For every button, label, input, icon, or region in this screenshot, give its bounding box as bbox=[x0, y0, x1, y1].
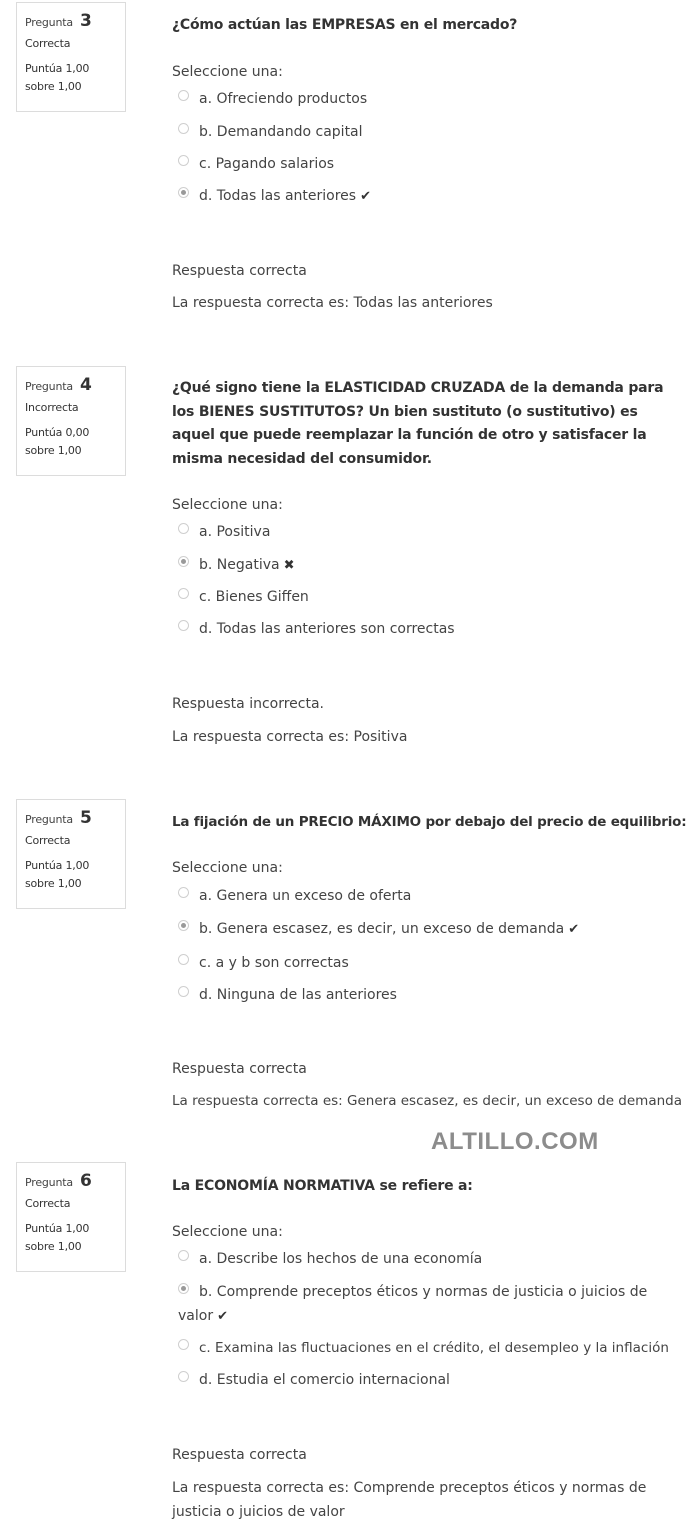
answer-option[interactable] bbox=[178, 1371, 450, 1388]
question-label: Pregunta bbox=[25, 813, 73, 826]
radio-button[interactable] bbox=[178, 588, 189, 599]
radio-button[interactable] bbox=[178, 954, 189, 965]
question-number: 3 bbox=[79, 11, 92, 31]
check-icon: ✔ bbox=[360, 189, 371, 204]
option-label: c. Pagando salarios bbox=[199, 156, 335, 172]
radio-button-selected[interactable] bbox=[178, 920, 189, 931]
feedback-text: Respuesta correcta bbox=[172, 1447, 307, 1463]
option-label: d. Ninguna de las anteriores bbox=[199, 987, 397, 1003]
radio-button[interactable] bbox=[178, 887, 189, 898]
right-answer-text: La respuesta correcta es: Comprende preceptos éticos y normas de justicia o juicios de valor bbox=[172, 1480, 647, 1520]
select-prompt: Seleccione una: bbox=[172, 1224, 283, 1240]
cross-icon: ✖ bbox=[283, 558, 295, 573]
right-answer-text: La respuesta correcta es: Genera escasez, es decir, un exceso de demanda bbox=[172, 1093, 683, 1109]
question-info-box bbox=[16, 2, 126, 112]
right-answer-text: La respuesta correcta es: Todas las anteriores bbox=[172, 295, 493, 311]
select-prompt: Seleccione una: bbox=[172, 497, 283, 513]
answer-option[interactable] bbox=[178, 187, 371, 204]
radio-button-selected[interactable] bbox=[178, 1283, 189, 1294]
answer-option[interactable] bbox=[178, 123, 363, 140]
answer-option[interactable] bbox=[178, 155, 334, 172]
question-state: Incorrecta bbox=[25, 401, 79, 414]
radio-button[interactable] bbox=[178, 986, 189, 997]
answer-option[interactable] bbox=[178, 986, 397, 1003]
radio-button[interactable] bbox=[178, 523, 189, 534]
radio-button-selected[interactable] bbox=[178, 556, 189, 567]
answer-option[interactable] bbox=[178, 920, 579, 937]
question-info-box bbox=[16, 366, 126, 476]
answer-option[interactable] bbox=[178, 1339, 669, 1356]
option-label: a. Describe los hechos de una economía bbox=[199, 1251, 483, 1267]
option-label: b. Demandando capital bbox=[199, 124, 363, 140]
question-state: Correcta bbox=[25, 37, 71, 50]
option-label: d. Todas las anteriores son correctas bbox=[199, 621, 455, 637]
question-number: 5 bbox=[79, 808, 92, 828]
question-5 bbox=[0, 797, 700, 1127]
option-label: b. Comprende preceptos éticos y normas de justicia o juicios de valor bbox=[178, 1284, 648, 1324]
question-text: ¿Qué signo tiene la ELASTICIDAD CRUZADA de la demanda para los BIENES SUSTITUTOS? Un bien sustituto (o sustitutivo) es aquel que puede reemplazar la función de otro y satisfacer la misma necesidad del consumidor. bbox=[172, 380, 664, 467]
question-state: Correcta bbox=[25, 1197, 71, 1210]
question-info-box bbox=[16, 799, 126, 909]
select-prompt: Seleccione una: bbox=[172, 860, 283, 876]
answer-option[interactable] bbox=[178, 1280, 662, 1329]
option-label: c. Examina las fluctuaciones en el crédito, el desempleo y la inflación bbox=[199, 1340, 669, 1356]
radio-button[interactable] bbox=[178, 620, 189, 631]
option-label: d. Todas las anteriores bbox=[199, 188, 357, 204]
question-grade: Puntúa 1,00 sobre 1,00 bbox=[25, 62, 90, 93]
option-label: c. Bienes Giffen bbox=[199, 589, 309, 605]
watermark-logo: ALTILLO.COM bbox=[431, 1128, 599, 1155]
radio-button-selected[interactable] bbox=[178, 187, 189, 198]
answer-option[interactable] bbox=[178, 588, 309, 605]
option-label: b. Negativa bbox=[199, 557, 280, 573]
question-label: Pregunta bbox=[25, 16, 73, 29]
question-text: ¿Cómo actúan las EMPRESAS en el mercado? bbox=[172, 17, 518, 33]
question-grade: Puntúa 1,00 sobre 1,00 bbox=[25, 859, 90, 890]
answer-option[interactable] bbox=[178, 620, 455, 637]
feedback-text: Respuesta correcta bbox=[172, 263, 307, 279]
question-grade: Puntúa 1,00 sobre 1,00 bbox=[25, 1222, 90, 1253]
radio-button[interactable] bbox=[178, 123, 189, 134]
answer-option[interactable] bbox=[178, 523, 270, 540]
radio-button[interactable] bbox=[178, 1250, 189, 1261]
check-icon: ✔ bbox=[568, 922, 580, 937]
question-3 bbox=[0, 0, 700, 330]
radio-button[interactable] bbox=[178, 90, 189, 101]
answer-option[interactable] bbox=[178, 1250, 482, 1267]
radio-button[interactable] bbox=[178, 1339, 189, 1350]
question-4 bbox=[0, 364, 700, 764]
question-grade: Puntúa 0,00 sobre 1,00 bbox=[25, 426, 90, 457]
question-text: La ECONOMÍA NORMATIVA se refiere a: bbox=[172, 1178, 473, 1194]
feedback-text: Respuesta correcta bbox=[172, 1061, 307, 1077]
answer-option[interactable] bbox=[178, 887, 411, 904]
question-number: 4 bbox=[79, 375, 92, 395]
question-label: Pregunta bbox=[25, 380, 73, 393]
option-label: c. a y b son correctas bbox=[199, 955, 349, 971]
feedback-text: Respuesta incorrecta. bbox=[172, 696, 325, 712]
select-prompt: Seleccione una: bbox=[172, 64, 283, 80]
answer-option[interactable] bbox=[178, 954, 349, 971]
answer-option[interactable] bbox=[178, 556, 295, 573]
option-label: a. Ofreciendo productos bbox=[199, 91, 368, 107]
option-label: d. Estudia el comercio internacional bbox=[199, 1372, 450, 1388]
check-icon: ✔ bbox=[217, 1309, 228, 1324]
option-label: a. Genera un exceso de oferta bbox=[199, 888, 412, 904]
question-text: La fijación de un PRECIO MÁXIMO por debajo del precio de equilibrio: bbox=[172, 814, 687, 830]
radio-button[interactable] bbox=[178, 155, 189, 166]
answer-option[interactable] bbox=[178, 90, 367, 107]
question-number: 6 bbox=[79, 1171, 92, 1191]
option-label: b. Genera escasez, es decir, un exceso de demanda bbox=[199, 921, 565, 937]
question-state: Correcta bbox=[25, 834, 71, 847]
question-label: Pregunta bbox=[25, 1176, 73, 1189]
question-info-box bbox=[16, 1162, 126, 1272]
question-6 bbox=[0, 1160, 700, 1537]
radio-button[interactable] bbox=[178, 1371, 189, 1382]
right-answer-text: La respuesta correcta es: Positiva bbox=[172, 729, 408, 745]
option-label: a. Positiva bbox=[199, 524, 271, 540]
